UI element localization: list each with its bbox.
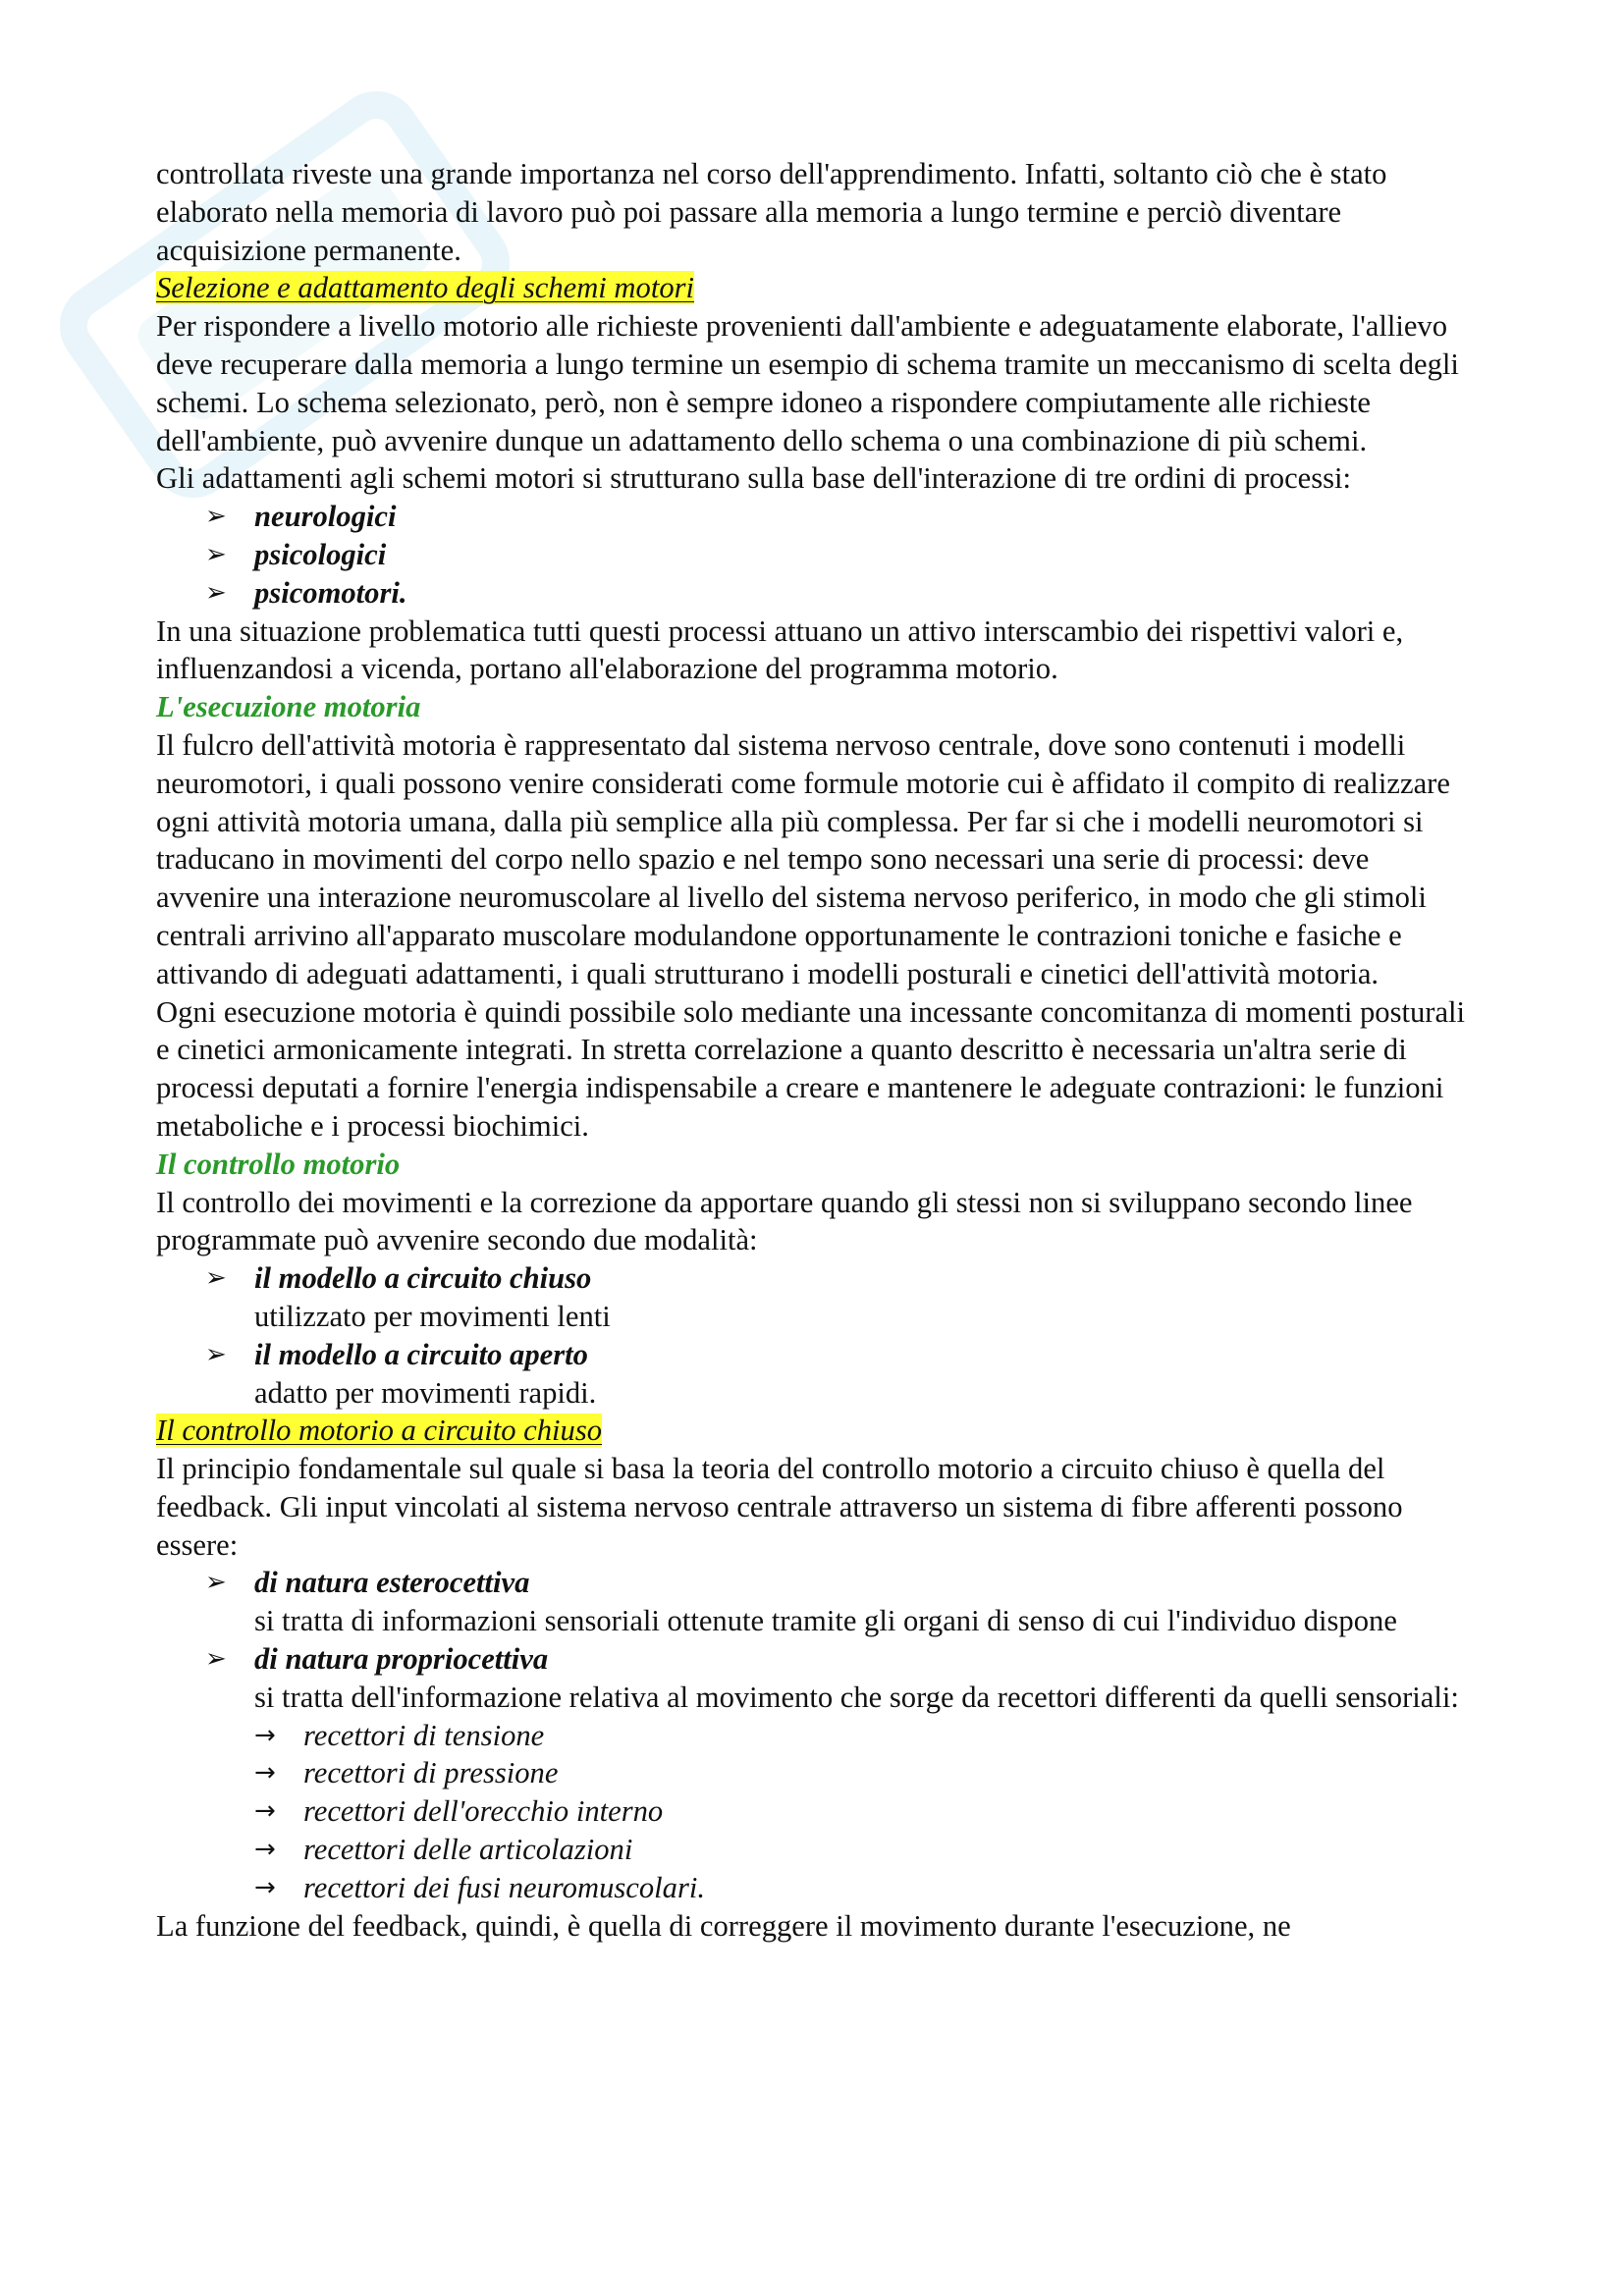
list-item: [156, 1336, 1472, 1413]
arrowhead-bullet-icon: ➢: [205, 1263, 227, 1294]
right-arrow-icon: →: [254, 1758, 276, 1789]
arrowhead-bullet-icon: ➢: [205, 1644, 227, 1675]
list-item-text: recettori di pressione: [303, 1756, 559, 1790]
section-heading-highlighted: [156, 1412, 1472, 1450]
list-item-title: di natura esterocettiva: [254, 1566, 530, 1600]
paragraph: La funzione del feedback, quindi, è quella di correggere il movimento durante l'esecuzione, ne: [156, 1908, 1291, 1943]
paragraph: Ogni esecuzione motoria è quindi possibile solo mediante una incessante concomitanza di momenti posturali e cinetici armonicamente integrati. In stretta correlazione a quanto descritto è necessaria un'altra serie di processi deputati a fornire l'energia indispensabile a creare e mantenere le adeguate contrazioni: le funzioni metaboliche e i processi biochimici.: [156, 994, 1466, 1143]
document-body: [156, 155, 1472, 1945]
list-item-text: psicomotori.: [254, 575, 407, 610]
paragraph: Gli adattamenti agli schemi motori si strutturano sulla base dell'interazione di tre ordini di processi:: [156, 461, 1352, 496]
list-item-description: si tratta dell'informazione relativa al movimento che sorge da recettori differenti da quelli sensoriali:: [254, 1680, 1459, 1714]
list-item: [156, 536, 1472, 574]
list-item: [156, 1564, 1472, 1640]
list-item-description: adatto per movimenti rapidi.: [254, 1375, 597, 1410]
list-item: [156, 1792, 1472, 1831]
list-item-text: recettori delle articolazioni: [303, 1833, 633, 1867]
heading-text: Selezione e adattamento degli schemi motori: [156, 271, 695, 305]
list-item-text: psicologici: [254, 537, 387, 571]
section-heading-green: Il controllo motorio: [156, 1147, 401, 1181]
paragraph: Il principio fondamentale sul quale si basa la teoria del controllo motorio a circuito chiuso è quella del feedback. Gli input vincolati al sistema nervoso centrale attraverso un sistema di fibre afferenti possono essere:: [156, 1452, 1403, 1562]
heading-text: Il controllo motorio a circuito chiuso: [156, 1414, 603, 1448]
paragraph: In una situazione problematica tutti questi processi attuano un attivo interscambio dei rispettivi valori e, influenzandosi a vicenda, portano all'elaborazione del programma motorio.: [156, 614, 1404, 686]
list-item-text: recettori di tensione: [303, 1718, 545, 1752]
arrowhead-bullet-icon: ➢: [205, 539, 227, 569]
list-item-text: recettori dell'orecchio interno: [303, 1794, 664, 1829]
paragraph: Per rispondere a livello motorio alle richieste provenienti dall'ambiente e adeguatamente elaborate, l'allievo deve recuperare dalla memoria a lungo termine un esempio di schema tramite un meccanismo di scelta degli schemi. Lo schema selezionato, però, non è sempre idoneo a rispondere compiutamente alle richieste dell'ambiente, può avvenire dunque un adattamento dello schema o una combinazione di più schemi.: [156, 309, 1459, 457]
right-arrow-icon: →: [254, 1796, 276, 1827]
receptor-list: [156, 1717, 1472, 1907]
arrowhead-bullet-icon: ➢: [205, 577, 227, 608]
list-item-text: recettori dei fusi neuromuscolari.: [303, 1870, 705, 1904]
right-arrow-icon: →: [254, 1835, 276, 1865]
control-model-list: [156, 1259, 1472, 1412]
paragraph: controllata riveste una grande importanza nel corso dell'apprendimento. Infatti, soltanto ciò che è stato elaborato nella memoria di lavoro può poi passare alla memoria a lungo termine e perciò diventare acquisizione permanente.: [156, 157, 1387, 267]
list-item: [156, 1717, 1472, 1755]
list-item: [156, 574, 1472, 613]
list-item-title: di natura propriocettiva: [254, 1642, 549, 1677]
list-item-text: neurologici: [254, 500, 397, 534]
right-arrow-icon: →: [254, 1720, 276, 1750]
paragraph: Il controllo dei movimenti e la correzione da apportare quando gli stessi non si sviluppano secondo linee programmate può avvenire secondo due modalità:: [156, 1185, 1413, 1257]
arrowhead-bullet-icon: ➢: [205, 502, 227, 532]
list-item-description: utilizzato per movimenti lenti: [254, 1299, 611, 1333]
list-item: [156, 1831, 1472, 1869]
section-heading-highlighted: [156, 269, 1472, 307]
list-item: [156, 1754, 1472, 1792]
right-arrow-icon: →: [254, 1872, 276, 1902]
arrowhead-bullet-icon: ➢: [205, 1568, 227, 1598]
list-item: [156, 1259, 1472, 1336]
list-item: [156, 1869, 1472, 1907]
arrowhead-bullet-icon: ➢: [205, 1339, 227, 1369]
process-list: [156, 498, 1472, 612]
input-type-list: [156, 1564, 1472, 1716]
list-item-title: il modello a circuito chiuso: [254, 1261, 592, 1296]
list-item-description: si tratta di informazioni sensoriali ottenute tramite gli organi di senso di cui l'individuo dispone: [254, 1604, 1397, 1638]
section-heading-green: L'esecuzione motoria: [156, 690, 421, 724]
list-item: [156, 1640, 1472, 1717]
list-item-title: il modello a circuito aperto: [254, 1337, 588, 1371]
list-item: [156, 498, 1472, 536]
paragraph: Il fulcro dell'attività motoria è rappresentato dal sistema nervoso centrale, dove sono contenuti i modelli neuromotori, i quali possono venire considerati come formule motorie cui è affidato il compito di realizzare ogni attività motoria umana, dalla più semplice alla più complessa. Per far si che i modelli neuromotori si traducano in movimenti del corpo nello spazio e nel tempo sono necessari una serie di processi: deve avvenire una interazione neuromuscolare al livello del sistema nervoso periferico, in modo che gli stimoli centrali arrivino all'apparato muscolare modulandone opportunamente le contrazioni toniche e fasiche e attivando di adeguati adattamenti, i quali strutturano i modelli posturali e cinetici dell'attività motoria.: [156, 727, 1450, 990]
